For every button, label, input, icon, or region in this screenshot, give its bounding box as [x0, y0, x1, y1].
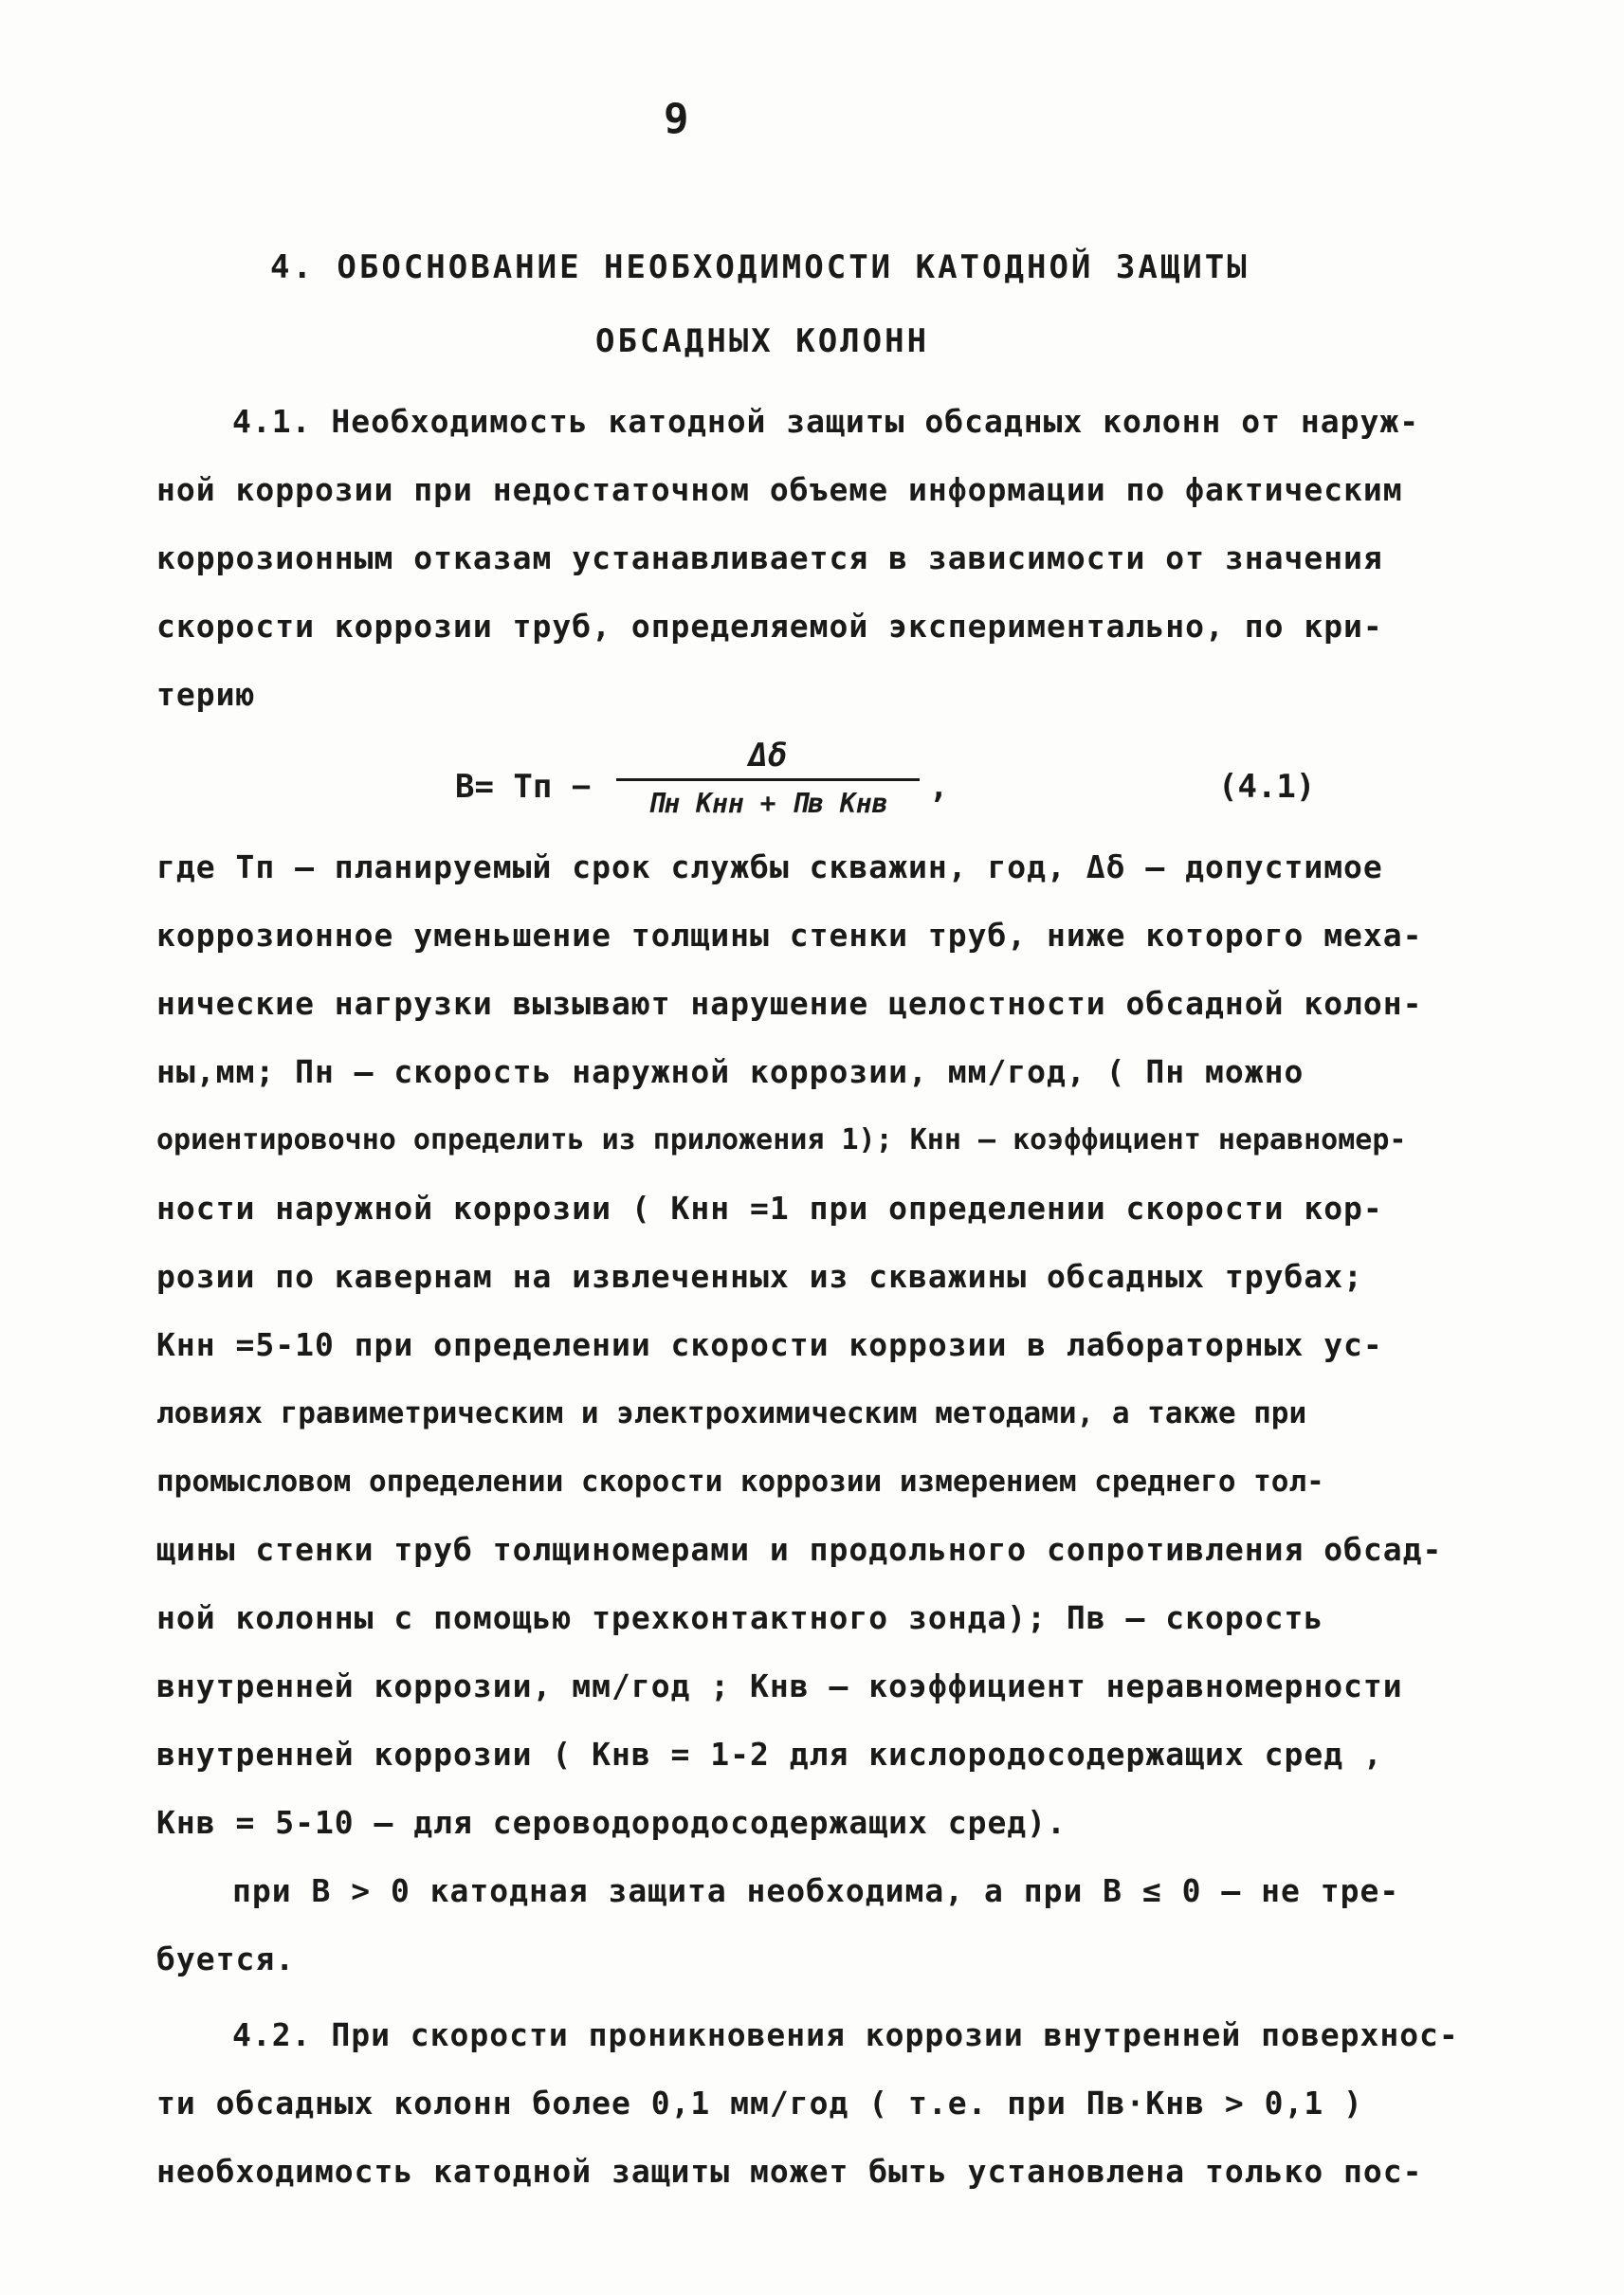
paragraph-4-1-line: 4.1. Необходимость катодной защиты обсадных колонн от наруж-: [232, 403, 1420, 440]
formula-denominator: Пн Кнн + Пв Кнв: [648, 788, 888, 819]
definitions-line: ориентировочно определить из приложения 1); Кнн – коэффициент неравномер-: [156, 1123, 1407, 1157]
definitions-line: ловиях гравиметрическим и электрохимическим методами, а также при: [156, 1396, 1307, 1430]
formula-comma: ,: [929, 768, 949, 806]
definitions-line: ной колонны с помощью трехконтактного зонда); Пв – скорость: [156, 1599, 1324, 1636]
paragraph-4-2-line: 4.2. При скорости проникновения коррозии внутренней поверхнос-: [232, 2016, 1459, 2053]
paragraph-4-1-line: скорости коррозии труб, определяемой экспериментально, по кри-: [156, 608, 1383, 645]
formula-4-1: [455, 735, 1384, 839]
definitions-line: нические нагрузки вызывают нарушение целостности обсадной колон-: [156, 985, 1423, 1022]
definitions-line: ности наружной коррозии ( Кнн =1 при определении скорости кор-: [156, 1190, 1383, 1227]
formula-number: (4.1): [1218, 768, 1316, 806]
definitions-line: ны,мм; Пн – скорость наружной коррозии, мм/год, ( Пн можно: [156, 1053, 1305, 1090]
condition-line: при B > 0 катодная защита необходима, а при B ≤ 0 – не тре-: [232, 1872, 1400, 1909]
definitions-line: розии по кавернам на извлеченных из скважины обсадных трубах;: [156, 1258, 1363, 1295]
definitions-line: внутренней коррозии, мм/год ; Кнв – коэффициент неравномерности: [156, 1667, 1403, 1704]
section-heading-line-2: ОБСАДНЫХ КОЛОНН: [595, 322, 930, 360]
definitions-line: где Tп – планируемый срок службы скважин, год, Δδ – допустимое: [156, 848, 1383, 885]
definitions-line: внутренней коррозии ( Кнв = 1-2 для кислородосодержащих сред ,: [156, 1736, 1383, 1773]
paragraph-4-2-line: ти обсадных колонн более 0,1 мм/год ( т.е. при Пв·Кнв > 0,1 ): [156, 2085, 1363, 2122]
formula-lhs: B= Tп −: [455, 768, 592, 806]
condition-line: буется.: [156, 1940, 296, 1977]
paragraph-4-1-line: ной коррозии при недостаточном объеме информации по фактическим: [156, 471, 1403, 508]
page-number: 9: [664, 95, 689, 143]
formula-fraction: [616, 735, 920, 823]
definitions-line: Кнн =5-10 при определении скорости коррозии в лабораторных ус-: [156, 1326, 1383, 1363]
fraction-bar: [616, 778, 920, 781]
formula-numerator: Δδ: [748, 737, 788, 774]
definitions-line: промысловом определении скорости коррозии измерением среднего тол-: [156, 1465, 1324, 1499]
definitions-line: Кнв = 5-10 – для сероводородосодержащих сред).: [156, 1804, 1067, 1841]
definitions-line: коррозионное уменьшение толщины стенки труб, ниже которого меха-: [156, 917, 1423, 954]
section-heading-line-1: 4. ОБОСНОВАНИЕ НЕОБХОДИМОСТИ КАТОДНОЙ ЗАЩИТЫ: [270, 248, 1250, 286]
paragraph-4-2-line: необходимость катодной защиты может быть установлена только пос-: [156, 2153, 1423, 2190]
paragraph-4-1-line: терию: [156, 676, 256, 713]
definitions-line: щины стенки труб толщиномерами и продольного сопротивления обсад-: [156, 1531, 1443, 1568]
paragraph-4-1-line: коррозионным отказам устанавливается в зависимости от значения: [156, 539, 1383, 576]
